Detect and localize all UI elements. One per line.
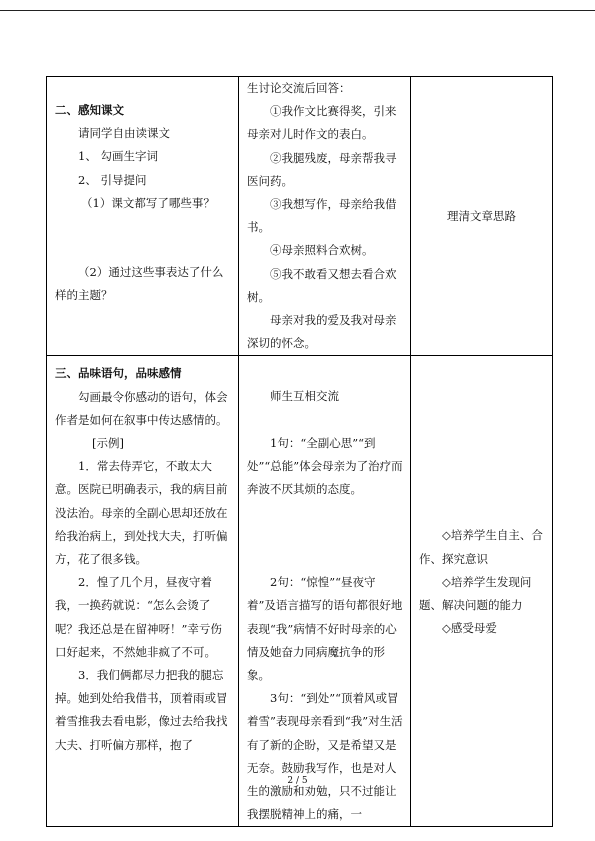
question-line: （1）课文都写了哪些事？ [81,195,215,210]
section-heading: 三、品味语句，品味感情 [55,366,182,381]
answer-line: ⑤我不敢看又想去看合欢树。 [247,266,397,304]
answer-text: 1句：“全副心思”“到处”“总能”体会母亲为了治疗而奔波不厌其烦的态度。 [247,435,403,497]
lesson-plan-table [46,76,553,827]
answer-line: ②我腿残废，母亲帮我寻医问药。 [247,150,397,188]
activity-cell [47,356,239,827]
activity-line: 请同学自由读课文 [78,126,170,141]
purpose-text: 理清文章思路 [447,208,516,223]
student-activity-cell [239,356,411,827]
student-activity-cell [239,77,411,356]
intro-text: 勾画最令你感动的语句，体会作者是如何在叙事中传达感情的。 [55,389,228,427]
purpose-cell [411,77,553,356]
spacer [55,215,232,261]
header-rule [0,10,595,11]
purpose-text: ◇感受母爱 [442,621,497,636]
purpose-text: ◇培养学生发现问题、解决问题的能力 [419,574,532,613]
section-heading: 二、感知课文 [55,103,124,117]
activity-line: 1、 勾画生字词 [78,149,158,164]
table-row [47,77,553,356]
example-text: 2．惶了几个月，昼夜守着我，一换药就说：“怎么会烫了呢？我还总是在留神呀！”幸亏伤口好起来，不然她非疯了不可。 [55,575,222,659]
page-number: 2 / 5 [287,776,308,786]
answer-intro: 师生互相交流 [270,389,339,404]
question-line: （2）通过这些事表达了什么样的主题？ [55,265,224,303]
purpose-text: ◇培养学生自主、合作、探究意识 [419,528,543,566]
answer-line: 母亲对我的爱及我对母亲深切的怀念。 [247,313,397,351]
spacer [247,501,404,571]
activity-line: 2、 引导提问 [78,172,147,187]
answer-text: 3句：“到处”“顶着风或冒着雪”表现母亲看到“我”对生活有了新的企盼，又是希望又是无奈。鼓励我写作，也是对人生的激励和劝勉，只不过能让我摆脱精神上的痛，一 [247,691,403,822]
answer-line: 生讨论交流后回答： [247,81,351,95]
example-text: 1．常去侍弄它，不敢太大意。医院已明确表示，我的病目前没法治。母亲的全副心思却还放在给我治病上，到处找大夫，打听偏方，花了很多钱。 [55,459,228,567]
activity-cell [47,77,239,356]
table-row [47,356,553,827]
spacer [247,409,404,432]
example-label: [示例] [92,436,124,451]
purpose-cell [411,356,553,827]
answer-text: 2句：“惊惶”“昼夜守着”及语言描写的语句都很好地表现“我”病情不好时母亲的心情及她奋力同病魔抗争的形象。 [247,575,403,683]
answer-line: ③我想写作，母亲给我借书。 [247,197,397,235]
example-text: 3．我们俩都尽力把我的腿忘掉。她到处给我借书，顶着雨或冒着雪推我去看电影，像过去给我找大夫、打听偏方那样，抱了 [55,668,228,752]
answer-line: ④母亲照料合欢树。 [270,243,374,258]
answer-line: ①我作文比赛得奖，引来母亲对儿时作文的表白。 [247,104,397,142]
